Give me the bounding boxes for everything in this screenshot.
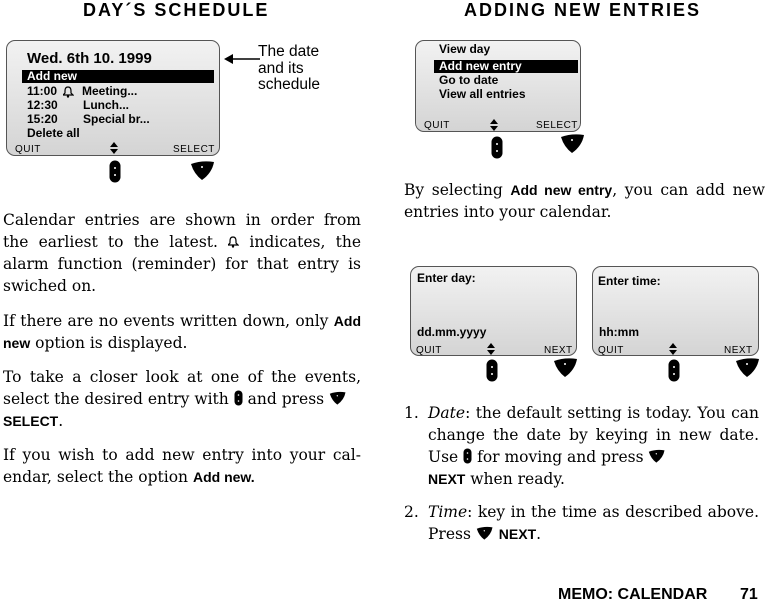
select-key-icon[interactable] bbox=[190, 160, 216, 182]
schedule-date-title: Wed. 6th 10. 1999 bbox=[27, 50, 152, 67]
menu-view-day[interactable]: View day bbox=[439, 42, 491, 56]
heading-adding-new-entries: ADDING NEW ENTRIES bbox=[464, 0, 702, 20]
step-2-number: 2. bbox=[404, 503, 419, 521]
heading-days-schedule: DAY´S SCHEDULE bbox=[83, 0, 270, 20]
quit-softkey-label: QUIT bbox=[598, 345, 624, 356]
entry-text-3[interactable]: Special br... bbox=[83, 112, 150, 126]
step-1-number: 1. bbox=[404, 404, 419, 422]
scroll-arrows-icon bbox=[669, 343, 677, 355]
paragraph-no-events bbox=[3, 310, 361, 354]
p2-text-a: If there are no events written down, only bbox=[3, 312, 329, 330]
phone-screen-enter-day bbox=[410, 266, 577, 356]
entry-text-1[interactable]: Meeting... bbox=[82, 84, 138, 98]
scroll-key-icon[interactable] bbox=[491, 136, 504, 160]
intro-text-a: By selecting bbox=[404, 181, 503, 199]
step-1-text-c: when ready. bbox=[470, 470, 565, 488]
scroll-arrows-icon bbox=[110, 142, 118, 154]
enter-day-prompt: Enter day: bbox=[417, 271, 476, 285]
scroll-key-icon[interactable] bbox=[668, 359, 681, 383]
quit-softkey-label: QUIT bbox=[416, 345, 442, 356]
next-keyword: NEXT bbox=[498, 526, 537, 542]
menu-add-new-entry[interactable]: Add new entry bbox=[434, 60, 578, 73]
quit-softkey-label: QUIT bbox=[424, 120, 450, 131]
menu-view-all-entries[interactable]: View all entries bbox=[439, 87, 526, 101]
next-softkey-label: NEXT bbox=[544, 345, 573, 356]
step-1-text-a: : the default setting is today. You can change the date by keying in new date. Use bbox=[428, 404, 759, 466]
phone-screen-day-schedule bbox=[6, 40, 220, 156]
select-keyword: SELECT bbox=[3, 413, 59, 429]
callout-arrow-icon bbox=[224, 52, 260, 66]
time-term: Time bbox=[428, 503, 468, 521]
intro-text-b: , you can add new entries into your calendar. bbox=[404, 181, 765, 221]
entry-time-1: 11:00 bbox=[27, 84, 58, 98]
callout-text: The date and its schedule bbox=[258, 43, 321, 93]
p3-text-a: To take a closer look at one of the events, select the desired entry with bbox=[3, 368, 361, 408]
entry-time-3: 15:20 bbox=[27, 112, 58, 126]
step-2-period: . bbox=[536, 525, 542, 543]
date-term: Date bbox=[428, 404, 466, 422]
select-key-icon[interactable] bbox=[560, 133, 586, 155]
scroll-arrows-icon bbox=[490, 119, 498, 131]
p1-text-b: indicates, the alarm function (reminder) for that entry is swiched on. bbox=[3, 233, 362, 295]
p1-text-a: Calendar entries are shown in order from the earliest to the latest. bbox=[3, 211, 361, 251]
p3-text-b: and press bbox=[247, 390, 325, 408]
paragraph-add-new bbox=[3, 444, 361, 488]
next-keyword: NEXT bbox=[428, 471, 466, 487]
add-new-keyword: Add new bbox=[3, 313, 361, 351]
menu-go-to-date[interactable]: Go to date bbox=[439, 73, 499, 87]
next-key-icon bbox=[476, 526, 494, 541]
step-1-text bbox=[428, 402, 759, 490]
intro-paragraph bbox=[404, 179, 765, 223]
next-key-icon[interactable] bbox=[553, 357, 579, 379]
footer-section-title: MEMO: CALENDAR bbox=[558, 586, 708, 603]
page-number: 71 bbox=[740, 586, 758, 603]
add-new-entry-keyword: Add new entry bbox=[510, 182, 613, 198]
scroll-key-icon bbox=[234, 390, 243, 406]
delete-all-option[interactable]: Delete all bbox=[27, 126, 80, 140]
add-new-option[interactable]: Add new bbox=[22, 70, 214, 83]
entry-text-2[interactable]: Lunch... bbox=[83, 98, 129, 112]
p2-text-b: option is displayed. bbox=[35, 334, 188, 352]
enter-time-prompt: Enter time: bbox=[598, 274, 661, 288]
step-1-text-b: for moving and press bbox=[477, 448, 644, 466]
quit-softkey-label: QUIT bbox=[15, 144, 41, 155]
select-softkey-label: SELECT bbox=[173, 144, 215, 155]
scroll-arrows-icon bbox=[487, 343, 495, 355]
p4-text-a: If you wish to add new entry into your cal-endar, select the option bbox=[3, 446, 361, 486]
step-2-text bbox=[428, 501, 759, 545]
scroll-key-icon[interactable] bbox=[109, 160, 122, 184]
step-2-text-a: : key in the time as described above. Press bbox=[428, 503, 759, 543]
time-input-field[interactable]: hh:mm bbox=[599, 325, 639, 339]
phone-screen-enter-time bbox=[592, 266, 759, 356]
paragraph-select-entry bbox=[3, 366, 361, 432]
phone-screen-calendar-menu bbox=[415, 40, 581, 132]
scroll-key-icon[interactable] bbox=[486, 359, 499, 383]
alarm-bell-icon bbox=[63, 86, 74, 98]
entry-time-2: 12:30 bbox=[27, 98, 58, 112]
next-softkey-label: NEXT bbox=[724, 345, 753, 356]
scroll-key-icon bbox=[463, 448, 472, 464]
select-softkey-label: SELECT bbox=[536, 120, 578, 131]
alarm-bell-icon bbox=[228, 236, 239, 249]
select-key-icon bbox=[329, 391, 347, 406]
p3-period: . bbox=[58, 412, 64, 430]
date-input-field[interactable]: dd.mm.yyyy bbox=[417, 325, 487, 339]
paragraph-entry-order bbox=[3, 209, 361, 297]
add-new-option-keyword: Add new. bbox=[192, 469, 255, 485]
next-key-icon bbox=[648, 449, 666, 464]
next-key-icon[interactable] bbox=[735, 357, 761, 379]
